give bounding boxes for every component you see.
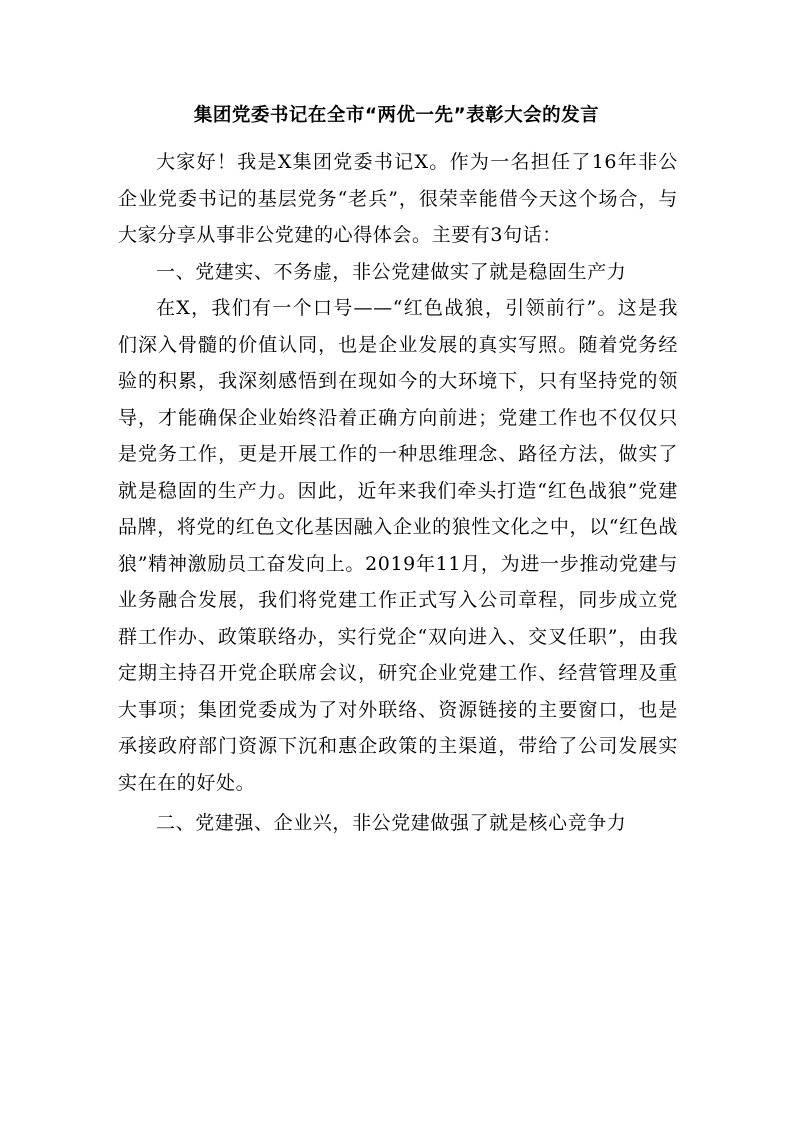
document-title: 集团党委书记在全市“两优一先”表彰大会的发言 (193, 105, 600, 126)
document-body (118, 144, 678, 842)
section-1-paragraph: 在X，我们有一个口号——“红色战狼，引领前行”。这是我们深入骨髓的价值认同，也是企业发展的真实写照。随着党务经验的积累，我深刻感悟到在现如今的大环境下，只有坚持党的领导，才能确保企业始终沿着正确方向前进；党建工作也不仅仅只是党务工作，更是开展工作的一种思维理念、路径方法，做实了就是稳固的生产力。因此，近年来我们牵头打造“红色战狼”党建品牌，将党的红色文化基因融入企业的狼性文化之中，以“红色战狼”精神激励员工奋发向上。2019年11月，为进一步推动党建与业务融合发展，我们将党建工作正式写入公司章程，同步成立党群工作办、政策联络办，实行党企“双向进入、交叉任职”，由我定期主持召开党企联席会议，研究企业党建工作、经营管理及重大事项；集团党委成为了对外联络、资源链接的主要窗口，也是承接政府部门资源下沉和惠企政策的主渠道，带给了公司发展实实在在的好处。 (118, 297, 678, 794)
section-heading-2: 二、党建强、企业兴，非公党建做强了就是核心竞争力 (156, 812, 627, 834)
intro-paragraph: 大家好！我是X集团党委书记X。作为一名担任了16年非公企业党委书记的基层党务“老兵”，很荣幸能借今天这个场合，与大家分享从事非公党建的心得体会。主要有3句话： (118, 151, 678, 246)
section-heading-1: 一、党建实、不务虚，非公党建做实了就是稳固生产力 (156, 260, 627, 283)
